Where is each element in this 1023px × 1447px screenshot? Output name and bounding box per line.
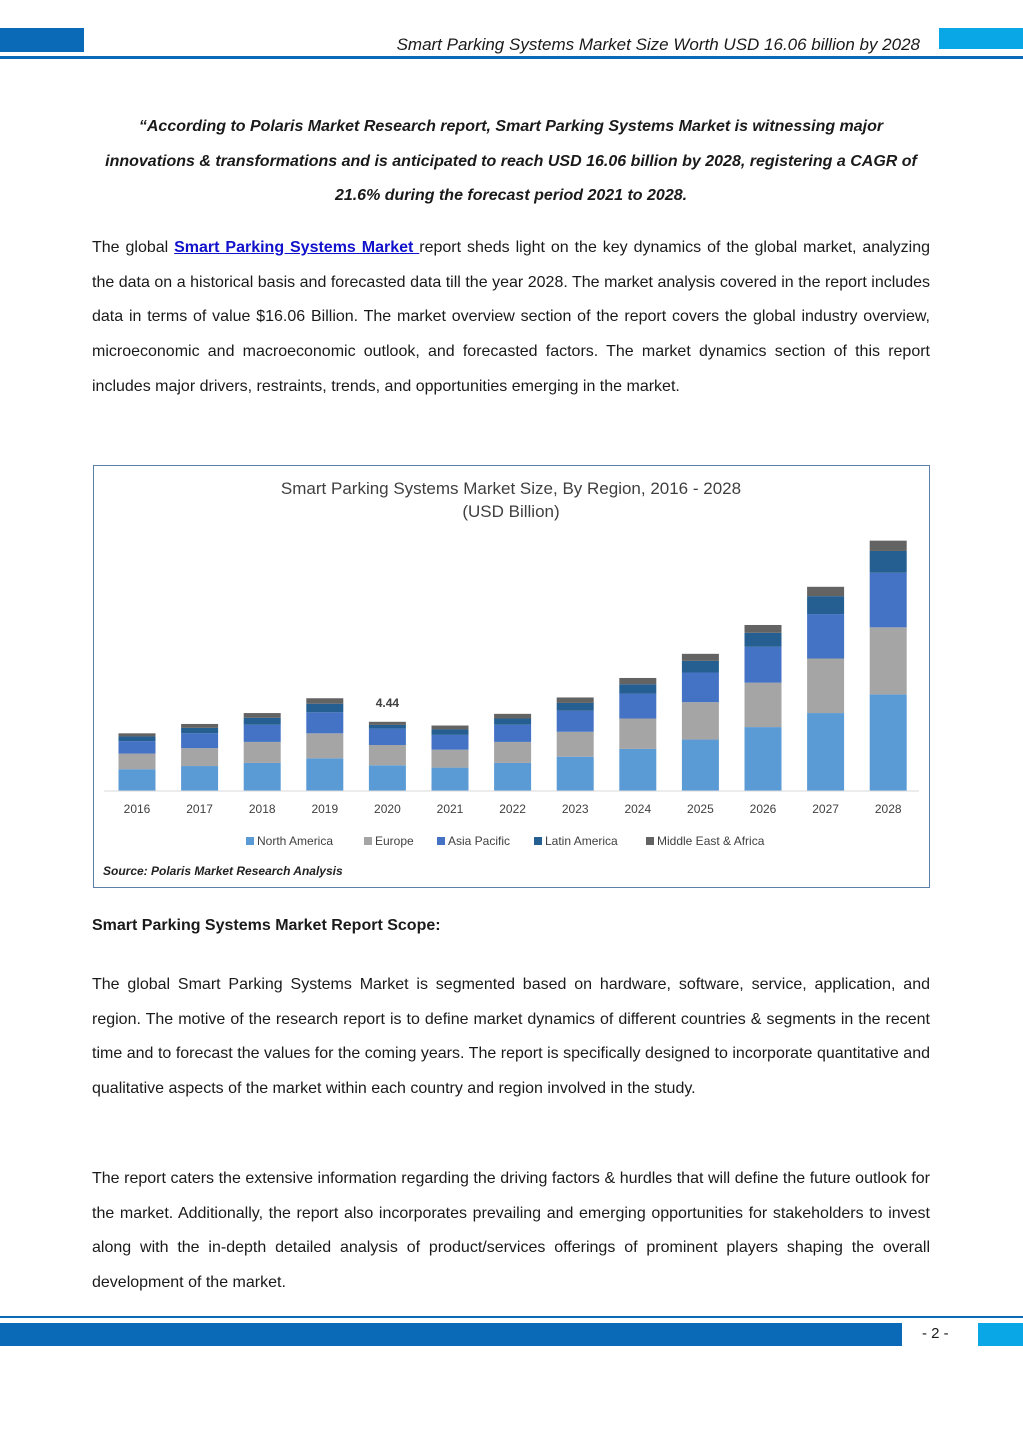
data-label-2020: 4.44	[375, 695, 400, 710]
bar-2025-series-1	[682, 702, 719, 739]
bar-2017-series-4	[181, 724, 218, 728]
bar-2023-series-2	[557, 711, 594, 732]
bar-2024-series-4	[619, 678, 656, 684]
chart-subtitle: (USD Billion)	[462, 502, 560, 521]
bar-2027-series-3	[807, 596, 844, 614]
x-tick-2018: 2018	[248, 802, 276, 816]
bar-2021-series-3	[432, 729, 469, 734]
intro-prefix: The global	[92, 239, 175, 256]
bar-2027-series-2	[807, 614, 844, 658]
x-tick-2016: 2016	[123, 802, 151, 816]
bar-2018-series-0	[244, 763, 281, 791]
highlight-quote: “According to Polaris Market Research report, Smart Parking Systems Market is witnessing major innovations & transformations and is anticipated to reach USD 16.06 billion by 2028, registering a CAGR of 21.6% during the forecast period 2021 to 2028.	[105, 118, 917, 205]
bar-2022-series-4	[494, 714, 531, 719]
bar-2022-series-3	[494, 719, 531, 725]
stacked-bar-chart	[94, 466, 929, 887]
bar-group	[119, 541, 907, 791]
x-tick-2028: 2028	[874, 802, 902, 816]
bar-2020-series-1	[369, 745, 406, 765]
x-tick-2021: 2021	[436, 802, 464, 816]
bar-2028-series-4	[870, 541, 907, 551]
bar-2019-series-0	[306, 758, 343, 791]
bar-2016-series-4	[119, 733, 156, 736]
legend-swatch-2	[437, 837, 445, 845]
bar-2026-series-4	[745, 625, 782, 633]
bar-2027-series-0	[807, 713, 844, 791]
bar-2020-series-2	[369, 729, 406, 745]
bar-2024-series-0	[619, 749, 656, 791]
chart-title: Smart Parking Systems Market Size, By Region, 2016 - 2028	[280, 479, 742, 498]
bar-2017-series-0	[181, 766, 218, 791]
bar-2017-series-3	[181, 728, 218, 733]
bar-2017-series-2	[181, 733, 218, 748]
bar-2019-series-1	[306, 733, 343, 758]
bar-2017-series-1	[181, 748, 218, 766]
bar-2025-series-2	[682, 673, 719, 703]
bar-2016-series-2	[119, 741, 156, 753]
x-tick-2019: 2019	[311, 802, 339, 816]
bar-2021-series-0	[432, 768, 469, 791]
bar-2026-series-3	[745, 633, 782, 647]
bar-2028-series-0	[870, 694, 907, 791]
x-tick-2020: 2020	[374, 802, 401, 816]
chart-container	[93, 465, 930, 888]
bar-2025-series-0	[682, 740, 719, 791]
footer-divider	[0, 1316, 1023, 1318]
footer-accent-left	[0, 1323, 902, 1346]
bar-2024-series-1	[619, 719, 656, 749]
bar-2021-series-2	[432, 735, 469, 750]
bar-2018-series-1	[244, 742, 281, 763]
bar-2022-series-1	[494, 742, 531, 763]
bar-2021-series-4	[432, 726, 469, 730]
intro-body: report sheds light on the key dynamics of the global market, analyzing the data on a historical basis and forecasted data till the year 2028. The market analysis covered in the report includes data in terms of value $16.06 Billion. The market overview section of the report covers the global industry overview, microeconomic and macroeconomic outlook, and forecasted factors. The market dynamics section of this report includes major drivers, restraints, trends, and opportunities emerging in the market.	[92, 239, 931, 395]
bar-2023-series-1	[557, 732, 594, 757]
bar-2018-series-4	[244, 713, 281, 718]
bar-2019-series-2	[306, 712, 343, 733]
scope-paragraph-1: The global Smart Parking Systems Market is segmented based on hardware, software, service, application, and region. The motive of the research report is to define market dynamics of different countries & segments in the recent time and to forecast the values for the coming years. The report is specifically designed to incorporate quantitative and qualitative aspects of the market within each country and region involved in the study.	[92, 976, 930, 1098]
header-divider	[0, 56, 1023, 59]
bar-2026-series-2	[745, 647, 782, 683]
bar-2021-series-1	[432, 750, 469, 768]
x-tick-2022: 2022	[499, 802, 526, 816]
x-tick-labels	[124, 802, 902, 816]
legend-label-0: North America	[257, 834, 334, 848]
bar-2028-series-2	[870, 573, 907, 628]
x-tick-2023: 2023	[561, 802, 589, 816]
bar-2020-series-4	[369, 722, 406, 725]
bar-2026-series-0	[745, 727, 782, 791]
footer-accent-right	[978, 1323, 1023, 1346]
bar-2019-series-3	[306, 704, 343, 713]
x-tick-2025: 2025	[687, 802, 714, 816]
legend-label-2: Asia Pacific	[448, 834, 511, 848]
chart-legend	[246, 834, 765, 848]
bar-2019-series-4	[306, 698, 343, 703]
scope-paragraph-2: The report caters the extensive information regarding the driving factors & hurdles that will define the future outlook for the market. Additionally, the report also incorporates prevailing and emerging opportunities for stakeholders to invest along with the in-depth detailed analysis of product/services offerings of prominent players shaping the overall development of the market.	[92, 1170, 930, 1292]
legend-swatch-1	[364, 837, 372, 845]
bar-2027-series-1	[807, 659, 844, 714]
x-tick-2026: 2026	[749, 802, 777, 816]
bar-2018-series-3	[244, 718, 281, 725]
bar-2028-series-3	[870, 551, 907, 573]
bar-2022-series-2	[494, 725, 531, 742]
bar-2026-series-1	[745, 683, 782, 727]
scope-heading: Smart Parking Systems Market Report Scope:	[92, 917, 441, 934]
bar-2023-series-4	[557, 697, 594, 702]
header-accent-right	[939, 28, 1023, 49]
x-tick-2024: 2024	[624, 802, 652, 816]
bar-2024-series-2	[619, 694, 656, 719]
bar-2022-series-0	[494, 763, 531, 791]
legend-label-3: Latin America	[545, 834, 618, 848]
chart-source: Source: Polaris Market Research Analysis	[103, 864, 343, 878]
legend-label-4: Middle East & Africa	[657, 834, 765, 848]
bar-2027-series-4	[807, 587, 844, 596]
header-title: Smart Parking Systems Market Size Worth USD 16.06 billion by 2028	[396, 35, 920, 54]
bar-2024-series-3	[619, 684, 656, 693]
intro-paragraph	[92, 231, 930, 405]
x-tick-2017: 2017	[186, 802, 213, 816]
bar-2028-series-1	[870, 627, 907, 694]
x-tick-2027: 2027	[812, 802, 839, 816]
legend-swatch-4	[646, 837, 654, 845]
bar-2023-series-3	[557, 703, 594, 711]
bar-2020-series-3	[369, 725, 406, 729]
bar-2016-series-1	[119, 754, 156, 770]
market-report-link[interactable]: Smart Parking Systems Market	[174, 239, 420, 256]
bar-2025-series-4	[682, 654, 719, 661]
legend-swatch-3	[534, 837, 542, 845]
bar-2023-series-0	[557, 757, 594, 791]
page-number: - 2 -	[922, 1325, 949, 1342]
bar-2025-series-3	[682, 661, 719, 673]
legend-swatch-0	[246, 837, 254, 845]
bar-2016-series-0	[119, 769, 156, 791]
bar-2018-series-2	[244, 725, 281, 742]
bar-2016-series-3	[119, 736, 156, 741]
header-accent-left	[0, 28, 84, 52]
legend-label-1: Europe	[375, 834, 414, 848]
bar-2020-series-0	[369, 765, 406, 791]
